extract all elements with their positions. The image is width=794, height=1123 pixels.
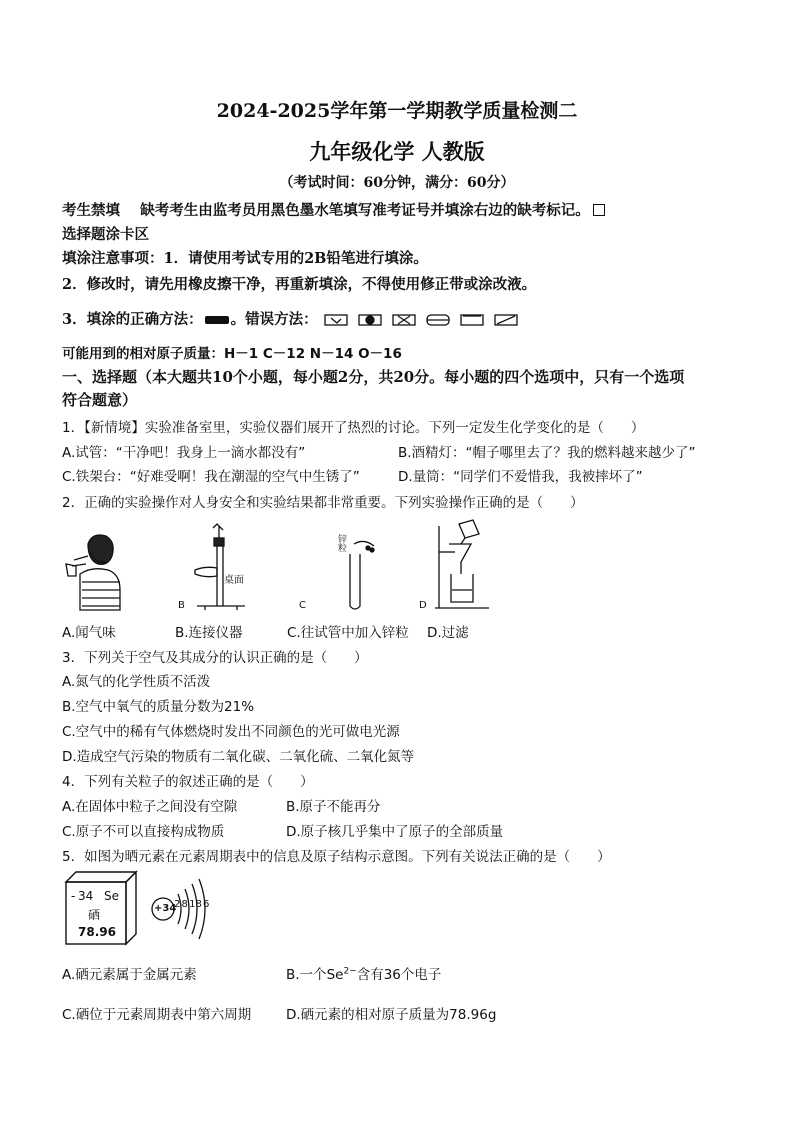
exam-title: 2024-2025学年第一学期教学质量检测二 [216, 100, 578, 122]
absent-mark-checkbox[interactable] [593, 204, 605, 216]
q5-stem: 5．如图为晒元素在元素周期表中的信息及原子结构示意图。下列有关说法正确的是（ ） [62, 849, 611, 865]
q2-option-b[interactable]: B.连接仪器 [175, 625, 243, 641]
q5-option-c[interactable]: C.硒位于元素周期表中第六周期 [62, 1007, 252, 1023]
q2-fig-desk: 桌面 [224, 575, 244, 586]
tile-prefix: - [71, 889, 76, 903]
fill-note-2: 2．修改时，请先用橡皮擦干净，再重新填涂，不得使用修正带或涂改液。 [62, 276, 537, 293]
q2-fig-label-c: C [299, 600, 306, 611]
q2-fig-label-d: D [419, 600, 427, 611]
q5-option-b-charge: 2− [343, 966, 357, 977]
exam-info: （考试时间：60分钟，满分：60分） [279, 175, 515, 191]
q5-option-a[interactable]: A.硒元素属于金属元素 [62, 967, 197, 983]
correct-fill-mark-icon [203, 314, 231, 326]
q2-fig-zinc: 锌粒 [338, 535, 348, 554]
filtration-figure-icon [425, 518, 495, 612]
q2-option-d[interactable]: D.过滤 [427, 625, 469, 641]
q5-option-b-ion: Se [326, 967, 344, 983]
q5-option-b-suffix: 含有36个电子 [356, 967, 442, 983]
q2-option-a[interactable]: A.闻气味 [62, 625, 116, 641]
q5-option-d[interactable]: D.硒元素的相对原子质量为78.96g [286, 1007, 497, 1023]
q4-option-b[interactable]: B.原子不能再分 [286, 799, 381, 815]
q4-option-a[interactable]: A.在固体中粒子之间没有空隙 [62, 799, 238, 815]
section-heading-line1: 一、选择题（本大题共10个小题，每小题2分，共20分。每小题的四个选项中，只有一个选项 [62, 368, 685, 386]
exam-subtitle: 九年级化学 人教版 [309, 139, 485, 164]
tile-symbol: Se [104, 889, 119, 903]
q3-option-d[interactable]: D.造成空气污染的物质有二氧化碳、二氧化硫、二氧化氮等 [62, 749, 415, 765]
q4-option-c[interactable]: C.原子不可以直接构成物质 [62, 824, 225, 840]
q5-option-b-prefix: B.一个 [286, 967, 327, 983]
q1-option-d[interactable]: D.量筒：“同学们不爱惜我，我被摔坏了” [398, 469, 643, 485]
q3-option-c[interactable]: C.空气中的稀有气体燃烧时发出不同颜色的光可做电光源 [62, 724, 400, 740]
electron-shells: 2 8 18 6 [174, 899, 210, 910]
q2-option-c[interactable]: C.往试管中加入锌粒 [287, 625, 409, 641]
answer-area-label: 选择题涂卡区 [62, 226, 149, 243]
fill-note-3-middle: 。错误方法： [230, 311, 318, 328]
absent-label: 考生禁填 [62, 202, 120, 219]
tile-atomic-number: 34 [78, 889, 94, 903]
wrong-fill-marks-icon [323, 312, 535, 328]
q1-option-a[interactable]: A.试管：“干净吧！我身上一滴水都没有” [62, 445, 306, 461]
q4-stem: 4．下列有关粒子的叙述正确的是（ ） [62, 774, 314, 790]
tile-element-name: 硒 [88, 908, 101, 922]
q1-option-b[interactable]: B.酒精灯：“帽子哪里去了？我的燃料越来越少了” [398, 445, 696, 461]
absent-text: 缺考考生由监考员用黑色墨水笔填写准考证号并填涂右边的缺考标记。 [140, 202, 590, 219]
connecting-apparatus-figure-icon [175, 522, 265, 612]
q3-stem: 3．下列关于空气及其成分的认识正确的是（ ） [62, 650, 368, 666]
q1-stem: 1．【新情境】实验准备室里，实验仪器们展开了热烈的讨论。下列一定发生化学变化的是（ ） [62, 420, 645, 436]
smelling-figure-icon [62, 530, 132, 612]
q2-fig-label-b: B [178, 600, 185, 611]
nucleus-charge: +34 [154, 903, 177, 914]
section-heading-line2: 符合题意） [62, 391, 138, 409]
q2-stem: 2．正确的实验操作对人身安全和实验结果都非常重要。下列实验操作正确的是（ ） [62, 495, 584, 511]
absent-row [62, 199, 605, 220]
q3-option-b[interactable]: B.空气中氧气的质量分数为21% [62, 699, 255, 715]
tile-atomic-mass: 78.96 [78, 925, 116, 939]
q1-option-c[interactable]: C.铁架台：“好难受啊！我在潮湿的空气中生锈了” [62, 469, 360, 485]
fill-note-3-prefix: 3．填涂的正确方法： [62, 311, 203, 328]
q3-option-a[interactable]: A.氮气的化学性质不活泼 [62, 674, 211, 690]
q5-option-b[interactable] [286, 963, 441, 983]
fill-note-1: 填涂注意事项：1．请使用考试专用的2B铅笔进行填涂。 [62, 250, 428, 267]
atomic-masses: 可能用到的相对原子质量：H－1 C－12 N－14 O－16 [62, 346, 402, 362]
fill-note-3 [62, 308, 535, 329]
q4-option-d[interactable]: D.原子核几乎集中了原子的全部质量 [286, 824, 504, 840]
